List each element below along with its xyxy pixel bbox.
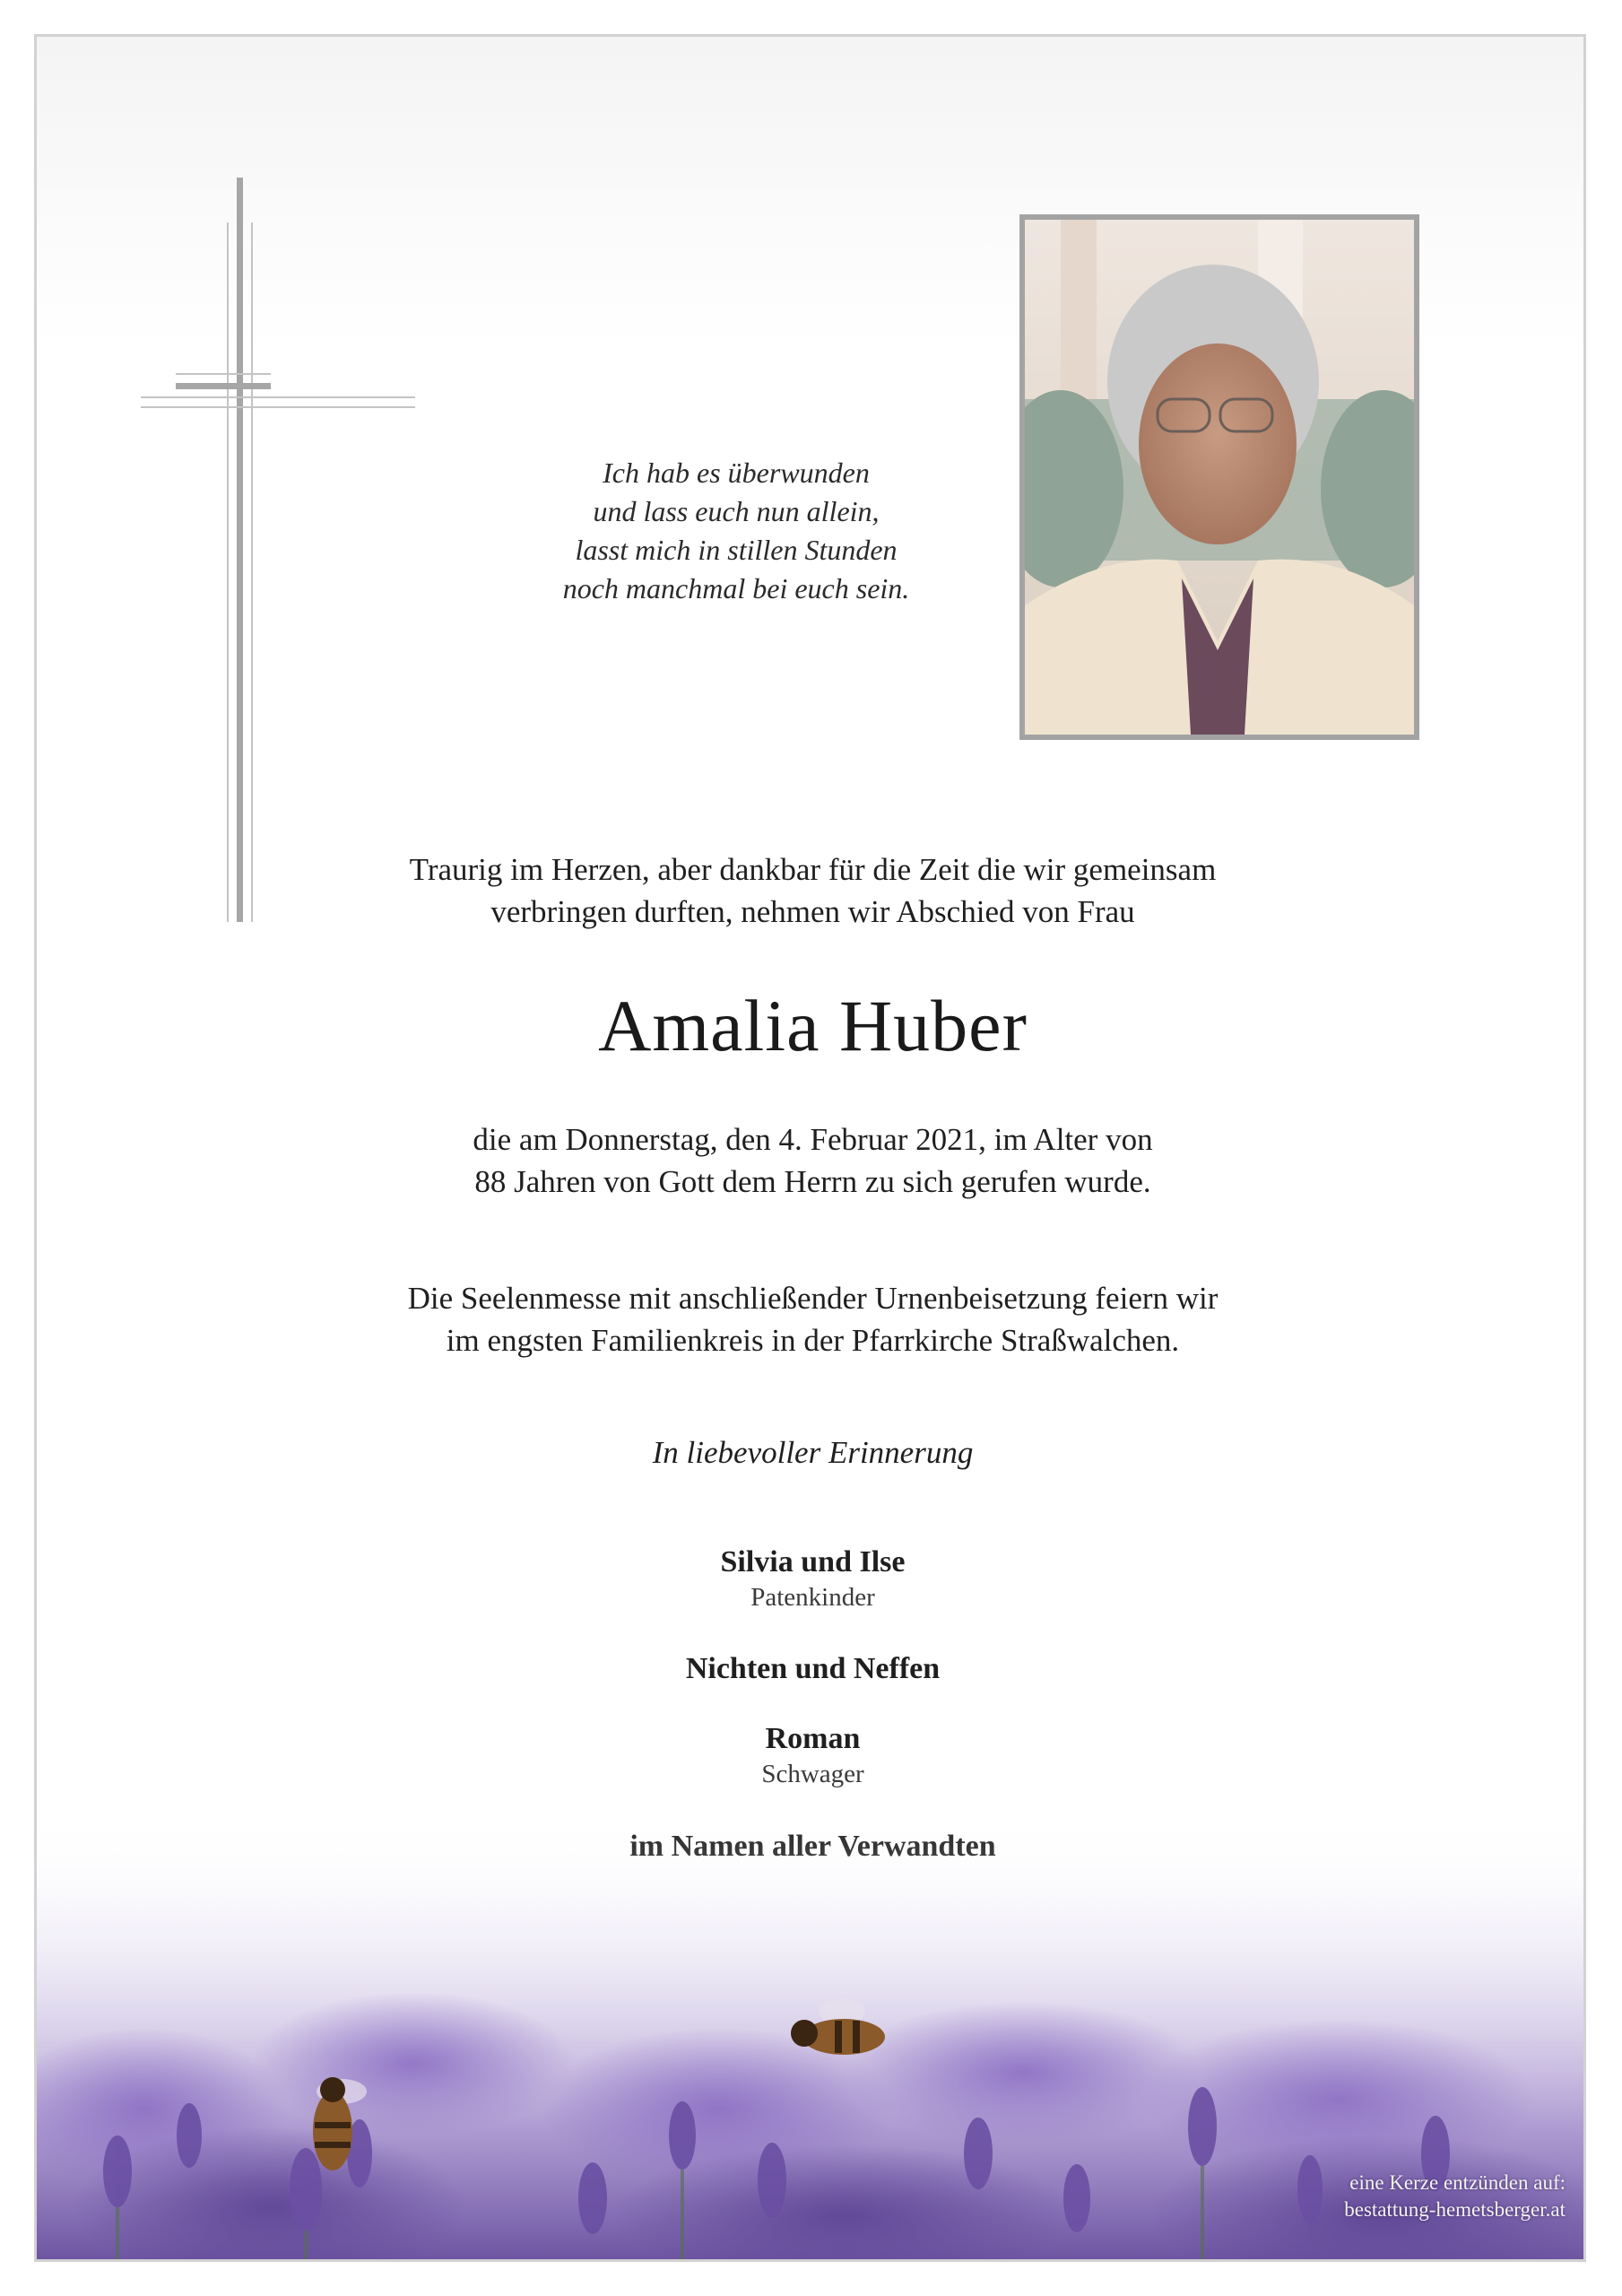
- mourner-role: Schwager: [761, 1760, 864, 1788]
- death-notice-line: die am Donnerstag, den 4. Februar 2021, im Alter von: [473, 1122, 1153, 1157]
- intro-line: Traurig im Herzen, aber dankbar für die Zeit die wir gemeinsam: [409, 852, 1217, 887]
- obituary-card: [34, 34, 1586, 2262]
- mourner-name: Silvia und Ilse: [720, 1545, 906, 1578]
- mass-notice-line: Die Seelenmesse mit anschließender Urnenbeisetzung feiern wir: [407, 1281, 1219, 1316]
- poem: [467, 454, 1005, 608]
- website-link[interactable]: bestattung-hemetsberger.at: [1344, 2198, 1566, 2221]
- mourner-name: Roman: [765, 1722, 861, 1755]
- mourner-group: [37, 1544, 1586, 1613]
- mourner-group: [37, 1720, 1586, 1790]
- mass-notice-line: im engsten Familienkreis in der Pfarrkirche Straßwalchen.: [446, 1323, 1180, 1358]
- mass-notice: [37, 1277, 1586, 1361]
- mourner-group: [37, 1650, 1586, 1688]
- death-notice: [37, 1118, 1586, 1203]
- poem-line: noch manchmal bei euch sein.: [562, 572, 910, 604]
- poem-line: Ich hab es überwunden: [603, 457, 870, 489]
- deceased-name: Amalia Huber: [598, 985, 1028, 1066]
- poem-line: und lass euch nun allein,: [593, 495, 880, 527]
- mourner-role: Patenkinder: [750, 1583, 875, 1612]
- intro-line: verbringen durften, nehmen wir Abschied von Frau: [490, 894, 1135, 929]
- candle-link-note: [1344, 2170, 1566, 2223]
- memory-line: In liebevoller Erinnerung: [652, 1435, 974, 1470]
- portrait-photo: [1019, 214, 1419, 740]
- mourner-name: Nichten und Neffen: [685, 1652, 941, 1685]
- footer-line: eine Kerze entzünden auf:: [1349, 2171, 1566, 2194]
- death-notice-line: 88 Jahren von Gott dem Herrn zu sich gerufen wurde.: [474, 1164, 1151, 1199]
- poem-line: lasst mich in stillen Stunden: [575, 534, 898, 566]
- intro-text: [37, 848, 1586, 933]
